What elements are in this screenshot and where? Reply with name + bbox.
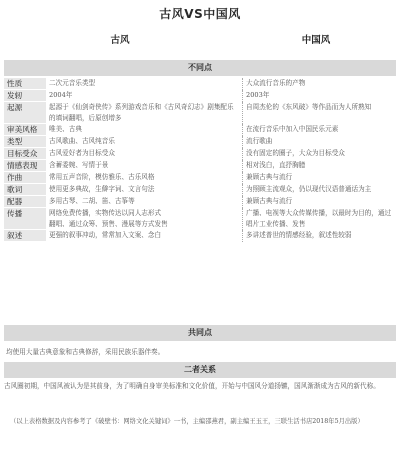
cell-line: 兼顾古典与流行 <box>246 196 293 205</box>
gufeng-cell <box>46 102 243 124</box>
table-row <box>4 230 396 242</box>
gufeng-cell <box>46 184 243 196</box>
table-row <box>4 102 396 124</box>
cell-line: 流行歌曲 <box>246 136 273 145</box>
row-label: 发轫 <box>4 90 46 102</box>
cell-line: 自周杰伦的《东风破》等作品而为人所熟知 <box>246 102 372 111</box>
gufeng-cell <box>46 90 243 102</box>
column-header-zhongguofeng: 中国风 <box>301 35 331 46</box>
cell-line: 使用更多典故，生僻字词、文言句法 <box>49 184 155 193</box>
cell-line: 更强的叙事冲动，常常加入文案、念白 <box>49 230 162 239</box>
cell-line: 2003年 <box>246 90 270 99</box>
row-label: 配器 <box>4 196 46 208</box>
table-row <box>4 184 396 196</box>
cell-line: 古风爱好者为目标受众 <box>49 148 115 157</box>
cell-line: 没有固定的圈子，大众为目标受众 <box>246 148 345 157</box>
cell-line: 大众流行音乐的产物 <box>246 79 306 87</box>
table-row <box>4 148 396 160</box>
cell-line: 含蓄委婉、写情于景 <box>49 160 109 169</box>
cell-line: 广播、电视等大众传媒传播，以最时为目的，通过唱片工业传播、发售 <box>246 208 392 228</box>
table-row <box>4 90 396 102</box>
row-label: 歌词 <box>4 184 46 196</box>
cell-line: 二次元音乐类型 <box>49 79 96 87</box>
table-row <box>4 196 396 208</box>
relation-text: 古风圈初期，中国风被认为是其前身，为了明确自身审美标准和文化价值，开始与中国风分道扬镳，国风渐渐成为古风的新代称。 <box>4 382 380 390</box>
cell-line: 起源于《仙剑奇侠传》系列游戏音乐和《古风奇幻志》剧集配乐的填词翻唱，后原创增多 <box>49 102 234 122</box>
common-text: 均使用大量古典意象和古典修辞，采用民族乐器伴奏。 <box>6 348 165 356</box>
cell-line: 多用古琴、二胡、笛、古筝等 <box>49 196 135 205</box>
row-label: 目标受众 <box>4 148 46 160</box>
table-row <box>4 78 396 90</box>
cell-line: 古风歌曲、古风纯音乐 <box>49 136 115 145</box>
table-row <box>4 160 396 172</box>
cell-line: 兼顾古典与流行 <box>246 172 293 181</box>
cell-line: 常用五声音阶，模仿雅乐、古乐风格 <box>49 172 155 181</box>
cell-line: 唯美、古典 <box>49 124 82 133</box>
cell-line: 翻唱、通过众筹、预售、漫展等方式发售 <box>49 219 168 228</box>
section-header-common: 共同点 <box>4 325 396 341</box>
zhongguofeng-cell <box>243 124 397 136</box>
zhongguofeng-cell <box>243 102 397 124</box>
page-title: 古风VS中国风 <box>159 7 241 21</box>
cell-line: 为照顾主流观众，仍以现代汉语普通话为主 <box>246 184 372 193</box>
comparison-table-body <box>4 78 396 242</box>
gufeng-cell <box>46 124 243 136</box>
zhongguofeng-cell <box>243 196 397 208</box>
zhongguofeng-cell <box>243 78 397 90</box>
zhongguofeng-cell <box>243 160 397 172</box>
section-header-differences: 不同点 <box>4 60 396 76</box>
cell-line: 网络免费传播，实物传达以同人志形式 <box>49 208 162 217</box>
table-row <box>4 172 396 184</box>
zhongguofeng-cell <box>243 230 397 242</box>
row-label: 审美风格 <box>4 124 46 136</box>
row-label: 起源 <box>4 102 46 124</box>
zhongguofeng-cell <box>243 172 397 184</box>
cell-line: 相对浅白，直抒胸臆 <box>246 160 306 169</box>
zhongguofeng-cell <box>243 184 397 196</box>
table-row <box>4 208 396 230</box>
gufeng-cell <box>46 230 243 242</box>
cell-line: 2004年 <box>49 90 73 99</box>
table-row <box>4 124 396 136</box>
gufeng-cell <box>46 196 243 208</box>
gufeng-cell <box>46 148 243 160</box>
zhongguofeng-cell <box>243 208 397 230</box>
gufeng-cell <box>46 208 243 230</box>
section-header-relation: 二者关系 <box>4 362 396 378</box>
cell-line: 多讲述普世的情感经验，叙述性较弱 <box>246 230 352 239</box>
gufeng-cell <box>46 136 243 148</box>
row-label: 传播 <box>4 208 46 230</box>
zhongguofeng-cell <box>243 136 397 148</box>
zhongguofeng-cell <box>243 148 397 160</box>
row-label: 作曲 <box>4 172 46 184</box>
row-label: 叙述 <box>4 230 46 242</box>
column-header-gufeng: 古风 <box>110 35 130 46</box>
gufeng-cell <box>46 78 243 90</box>
row-label: 性质 <box>4 78 46 90</box>
gufeng-cell <box>46 160 243 172</box>
zhongguofeng-cell <box>243 90 397 102</box>
row-label: 类型 <box>4 136 46 148</box>
row-label: 情感表现 <box>4 160 46 172</box>
cell-line: 在流行音乐中加入中国民乐元素 <box>246 124 339 133</box>
gufeng-cell <box>46 172 243 184</box>
table-row <box>4 136 396 148</box>
comparison-table <box>4 78 396 242</box>
source-note: （以上表格数据及内容参考了《破壁书：网络文化关键词》一书，主编邵燕君，副主编王玉王，三联生活书店2018年5月出版） <box>10 418 364 425</box>
